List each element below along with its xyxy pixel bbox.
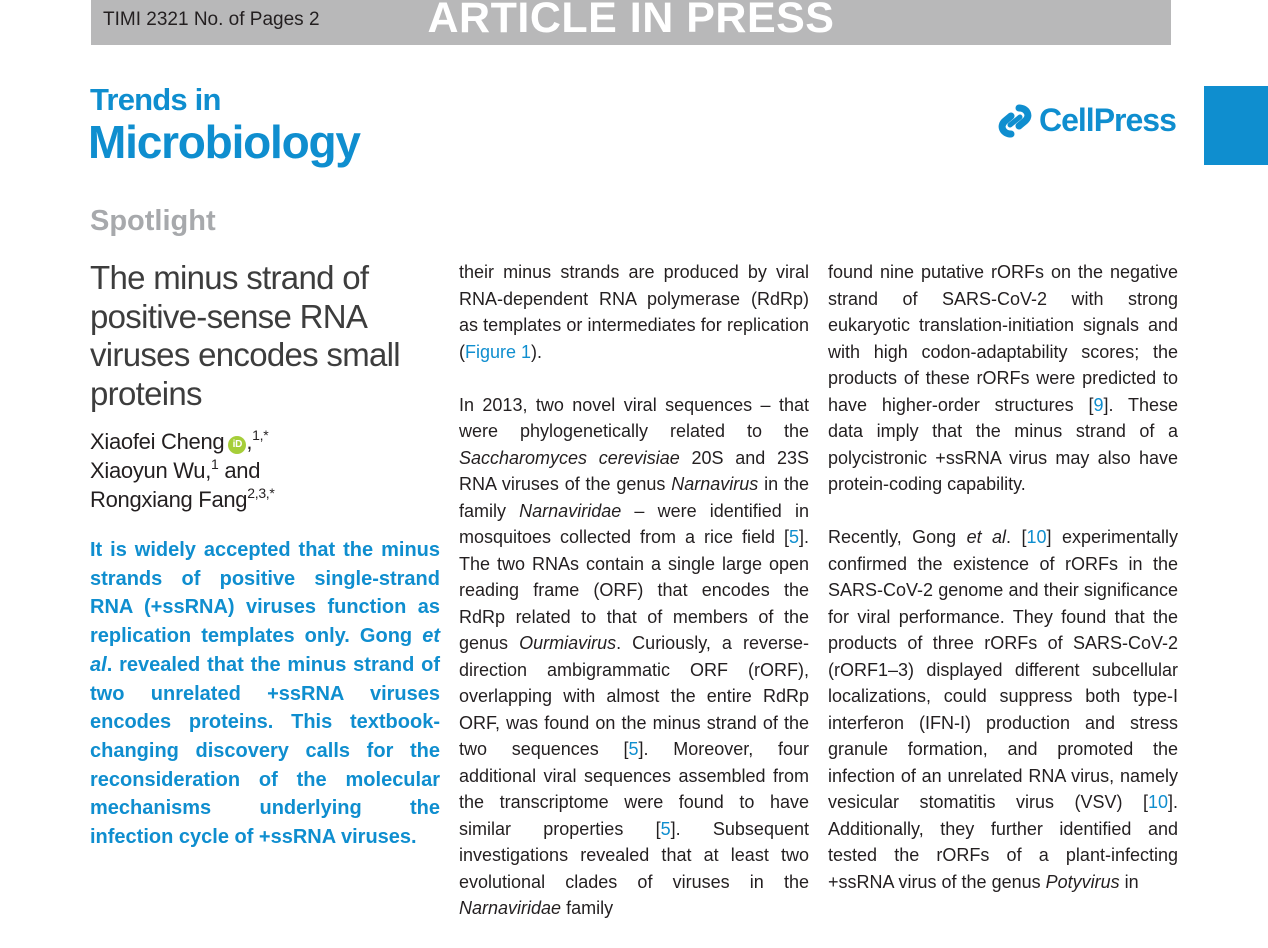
text: – were identified in mosquitoes collected from a rice field [	[459, 500, 809, 547]
reference-link[interactable]: 9	[1093, 394, 1104, 415]
genus-name: Potyvirus	[1045, 871, 1120, 892]
text: ]. Moreover, four additional viral sequences assembled from the transcriptome were found to have similar properties [	[459, 739, 809, 839]
text: . [	[1006, 527, 1027, 547]
text: found nine putative rORFs on the negative strand of SARS-CoV-2 with strong eukaryotic translation-initiation signals and with high codon-adaptability scores; the products of these rORFs were predicted to have higher-order structures [	[828, 262, 1178, 415]
family-name: Narnaviridae	[459, 898, 562, 918]
figure-link[interactable]: Figure 1	[465, 341, 532, 362]
author-name: Xiaoyun Wu,	[90, 458, 212, 483]
reference-link[interactable]: 10	[1147, 792, 1168, 812]
text: in the family	[459, 474, 809, 521]
cellpress-logo-icon	[997, 104, 1033, 138]
paragraph	[459, 392, 809, 922]
text: ]. Subsequent investigations revealed that at least two evolutional clades of viruses in the	[459, 818, 809, 892]
text: in	[1119, 871, 1139, 892]
text: 20S and 23S RNA viruses of the genus	[459, 447, 809, 494]
reference-link[interactable]: 5	[628, 739, 639, 759]
journal-name-line2: Microbiology	[88, 116, 360, 168]
abstract-text: It is widely accepted that the minus strands of positive single-strand RNA (+ssRNA) viruses function as replication templates only. Gong	[90, 539, 440, 648]
abstract	[90, 536, 440, 852]
abstract-etal: et al	[90, 625, 440, 676]
reference-link[interactable]: 5	[788, 527, 799, 547]
text: ] experimentally confirmed the existence of rORFs in the SARS-CoV-2 genome and their significance for viral performance. They found that the products of three rORFs of SARS-CoV-2 (rORF1–3) displayed different subcellular localizations, could suppress both type-I interferon (IFN-I) production and stress granule formation, and promoted the infection of an unrelated RNA virus, namely vesicular stomatitis virus (VSV) [	[828, 527, 1178, 812]
author-2	[90, 456, 275, 485]
text: family	[561, 898, 614, 918]
orcid-icon[interactable]: iD	[228, 436, 246, 454]
author-affiliation: 2,3,*	[247, 485, 275, 501]
genus-name: Ourmiavirus	[519, 633, 617, 653]
manuscript-info: TIMI 2321 No. of Pages 2	[103, 9, 320, 30]
edge-color-tab	[1204, 86, 1268, 165]
text: In 2013, two novel viral sequences – that were phylogenetically related to the	[459, 394, 809, 441]
paragraph	[828, 524, 1178, 895]
paragraph	[459, 259, 809, 365]
author-list	[90, 427, 275, 514]
cellpress-logo	[997, 102, 1176, 139]
author-1: Xiaofei Cheng iD ,$^{1,*}$	[90, 427, 269, 454]
article-title: The minus strand of positive-sense RNA viruses encodes small proteins	[90, 259, 400, 412]
banner-title: ARTICLE IN PRESS	[427, 0, 835, 42]
section-label: Spotlight	[90, 205, 216, 237]
text: . Curiously, a reverse-direction ambigrammatic ORF (rORF), overlapping with almost the entire RdRp ORF, was found on the minus strand of the two sequences [	[459, 633, 810, 759]
author-affiliation: 1,*	[252, 427, 269, 443]
reference-link[interactable]: 10	[1026, 527, 1047, 547]
genus-name: Narnavirus	[671, 474, 759, 494]
text: ).	[531, 341, 543, 362]
text: Recently, Gong	[828, 527, 967, 547]
text: ]. These data imply that the minus strand of a polycistronic +ssRNA virus may also have protein-coding capability.	[828, 394, 1178, 494]
author-name: Xiaofei Cheng	[90, 429, 225, 454]
body-column-2	[828, 259, 1178, 922]
journal-name-line1: Trends in	[90, 82, 221, 117]
text: ]. Additionally, they further identified and tested the rORFs of a plant-infecting +ssRNA virus of the genus	[828, 792, 1178, 892]
species-name: Saccharomyces cerevisiae	[459, 447, 680, 468]
cellpress-wordmark: CellPress	[1039, 102, 1176, 138]
article-in-press-banner	[91, 0, 1171, 45]
text: ]. The two RNAs contain a single large open reading frame (ORF) that encodes the RdRp related to that of members of the genus	[459, 527, 809, 653]
author-name: Rongxiang Fang	[90, 487, 248, 512]
abstract-text: . revealed that the minus strand of two unrelated +ssRNA viruses encodes proteins. This textbook-changing discovery calls for the reconsideration of the molecular mechanisms underlying the infection cycle of +ssRNA viruses.	[90, 653, 440, 849]
author-conjunction: and	[218, 458, 261, 483]
reference-link[interactable]: 5	[660, 818, 671, 839]
etal: et al	[966, 527, 1007, 547]
text: their minus strands are produced by viral RNA-dependent RNA polymerase (RdRp) as templates or intermediates for replication (	[459, 262, 809, 362]
body-column-1	[459, 259, 809, 948]
paragraph	[828, 259, 1178, 498]
author-affiliation: 1	[211, 456, 219, 472]
author-3	[90, 485, 275, 514]
family-name: Narnaviridae	[519, 500, 622, 521]
